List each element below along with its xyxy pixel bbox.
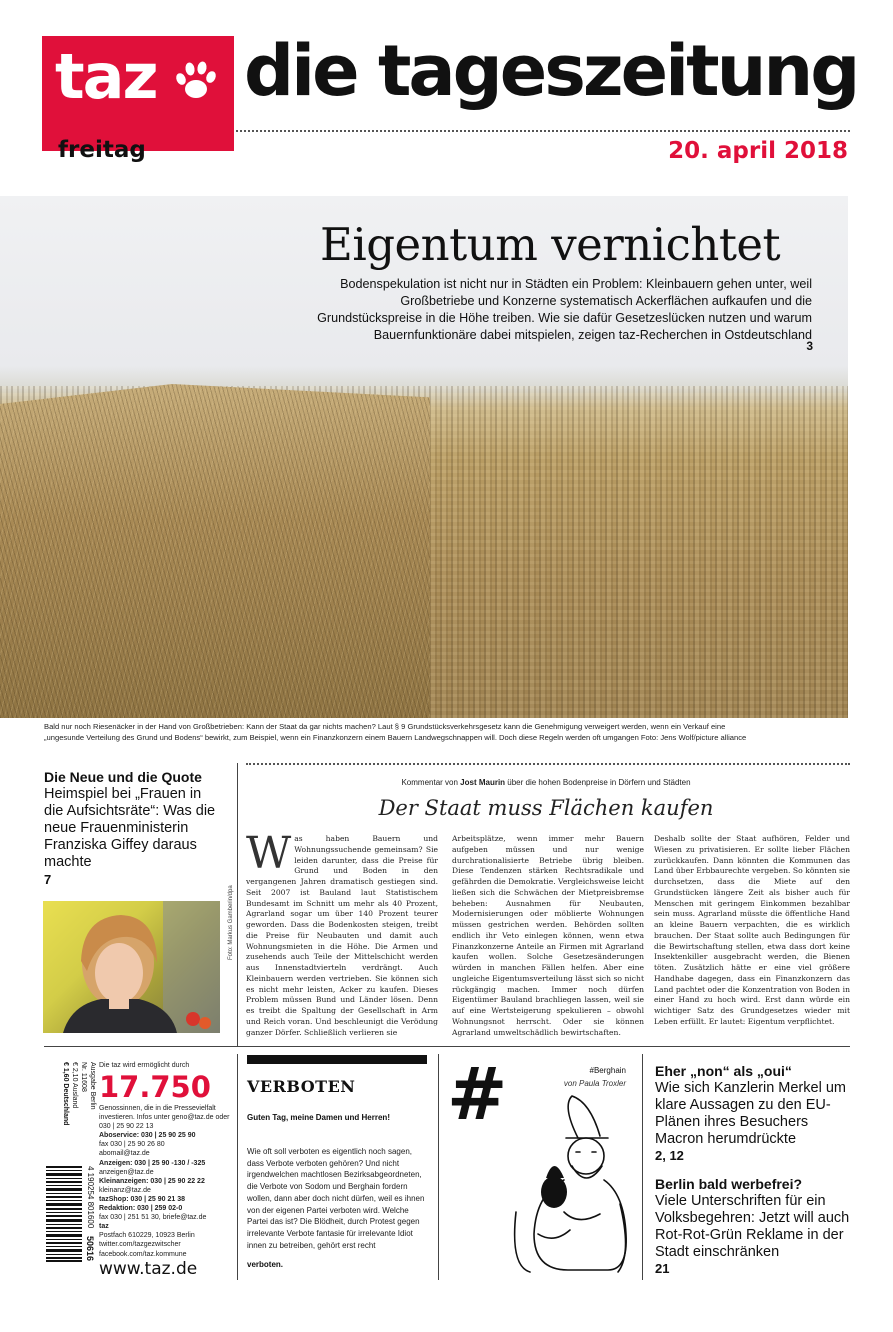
comment-byline — [246, 778, 846, 787]
byline-suffix: über die hohen Bodenpreise in Dörfern und Städten — [505, 778, 691, 787]
verboten-title: VERBOTEN — [247, 1077, 356, 1096]
masthead-divider — [236, 130, 850, 132]
verboten-body: Wie oft soll verboten es eigentlich noch sagen, dass Verbote verboten gehören? Und nicht irgendwelchen machtlosen Bezirksabgeordneten, die Verbote von Sodom und Berghain fordern wollen, dann aber doch nicht dürfen, weil es ihnen von der eigenen Partei verboten wird. Welche Partei das ist? Die Blödheit, durch Protest gegen irrelevante Verbote fantasie für irrelevante Idiot innen zu betreiben, gehört erst recht — [247, 1147, 425, 1250]
teaser-text: Heimspiel bei „Frauen in die Aufsichtsräte“: Was die neue Frauenministerin Franziska Giffey daraus machte — [44, 786, 216, 870]
lead-headline[interactable]: Eigentum vernichtet — [320, 218, 781, 271]
imprint-rule — [237, 1054, 238, 1280]
comment-title[interactable]: Der Staat muss Flächen kaufen — [378, 796, 714, 820]
teaser-kicker: Eher „non“ als „oui“ — [655, 1063, 792, 1079]
section-divider — [246, 763, 850, 765]
contact-anzeigen-mail[interactable]: anzeigen@taz.de — [99, 1168, 154, 1176]
imprint-contacts — [99, 1104, 231, 1259]
right-teasers — [655, 1063, 850, 1276]
comment-column-3: Deshalb sollte der Staat aufhören, Felder und Wiesen zu privatisieren. Er sollte lieber Flächen zurückkaufen. Dann könnten die Kommunen das Land über Erbbaurechte vergeben. So könnten sie durchsetzen, dass die Miete auf den Grundstücken längere Zeit als bisher auch für Menschen mit geringem Einkommen bezahlbar sein muss. Agrarland müsste die öffentliche Hand an kleine Bauern verpachten, die es wirklich brauchen. Der Staat sollte auch Bedingungen für die Bewirtschaftung stellen, etwa dass dort keine Insektenkiller ausgebracht werden, die Bienen töten. Zusätzlich hätte er eine viel größere Handhabe dagegen, dass ein Finanzkonzern das Land pachtet oder die Konzentration von Boden in einer Hand zu hoch wird. Erst dann würde ein wichtiger Satz des Grundgesetzes wieder mit Leben erfüllt. Er lautet: Eigentum verpflichtet. — [654, 834, 850, 1026]
verboten-bar — [247, 1055, 427, 1064]
contact-kleinanzeigen: Kleinanzeigen: 030 | 25 90 22 22 — [99, 1177, 205, 1185]
contact-redaktion-fax: fax 030 | 251 51 30, briefe@taz.de — [99, 1214, 207, 1222]
comment-author[interactable]: Jost Maurin — [460, 778, 506, 787]
cartoon-drawing — [508, 1094, 630, 1274]
taz-logo[interactable]: taz — [55, 40, 157, 113]
verboten-greeting: Guten Tag, meine Damen und Herren! — [247, 1113, 390, 1122]
photo-credit: Foto: Markus Gamberin/dpa — [228, 885, 234, 960]
column-1-text: as haben Bauern und Wohnungssuchende gemeinsam? Sie leiden darunter, dass die Preise für Grund und Boden in den vergangenen Jahren dramatisch gestiegen sind. Seit 2007 ist Bauland laut Statistischem Bundesamt im Schnitt um mehr als 40 Prozent, Agrarland sogar um über 140 Prozent teurer geworden. Dass die Bodenkosten steigen, treibt die Preise für Neubauten und damit auch Wohnungsmieten in die Höhe. Die Armen und zusehends auch Teile der Mittelschicht werden aus Innenstadtvierteln verdrängt. Auch Kleinbauern werden vertrieben. Sie können sich es nicht mehr leisten, Acker zu kaufen. Dieses Problem müssen Bund und Länder lösen. Denn es treibt die Spaltung der Gesellschaft in Arm und Reich voran. Und beschleunigt die Verödung ganzer Dörfer. Schließlich verlieren sie — [246, 834, 438, 1037]
cartoon-title: #Berghain — [589, 1066, 626, 1075]
issue-number: Nr. 11608 — [80, 1062, 87, 1092]
barcode-number: 4 190254 801600 — [86, 1166, 95, 1229]
contact-twitter[interactable]: twitter.com/tazgezwitscher — [99, 1241, 181, 1249]
barcode-icon — [46, 1166, 82, 1262]
teaser-kicker: Die Neue und die Quote — [44, 769, 202, 785]
cartoon-rule — [642, 1054, 643, 1280]
photo-caption — [44, 721, 844, 743]
member-count: 17.750 — [99, 1070, 211, 1104]
contact-kleinanz-mail[interactable]: kleinanz@taz.de — [99, 1186, 151, 1194]
teaser-macron[interactable] — [655, 1063, 850, 1163]
drop-cap: W — [246, 834, 292, 879]
teaser-text: Wie sich Kanzlerin Merkel um klare Aussagen zu den EU-Plänen ihres Besuchers Macron herumdrückte — [655, 1080, 846, 1147]
website-link[interactable]: www.taz.de — [99, 1259, 198, 1279]
contact-facebook[interactable]: facebook.com/taz.kommune — [99, 1250, 187, 1258]
price-foreign: € 2,10 Ausland — [71, 1062, 78, 1109]
verboten-rule — [438, 1054, 439, 1280]
paw-icon — [172, 58, 218, 104]
teaser-page-ref[interactable]: 21 — [655, 1261, 670, 1276]
lead-standfirst: Bodenspekulation ist nicht nur in Städten ein Problem: Kleinbauern gehen unter, weil Großbetriebe und Konzerne systematisch Ackerflächen aufkaufen und die Grundstückspreise in die Höhe treiben. Wie sie dafür Gesetzeslücken nutzen und warum Bauernfunktionäre dabei mitspielen, zeigen taz-Recherchen in Ostdeutschland — [317, 277, 812, 342]
comment-column-1 — [246, 834, 438, 1040]
cartoon-author: von Paula Troxler — [563, 1079, 626, 1088]
hashtag-icon: # — [447, 1052, 508, 1136]
masthead-title: die tageszeitung — [244, 30, 858, 112]
issue-day: freitag — [58, 137, 146, 163]
teaser-werbefrei[interactable] — [655, 1176, 850, 1276]
teaser-page-ref[interactable]: 2, 12 — [655, 1148, 684, 1163]
support-line: Die taz wird ermöglicht durch — [99, 1062, 190, 1069]
edition-label: Ausgabe Berlin — [89, 1062, 96, 1110]
caption-line-1: Bald nur noch Riesenäcker in der Hand von Großbetrieben: Kann der Staat da gar nichts machen? Laut § 9 Grundstücksverkehrsgesetz kann die Genehmigung verweigert werden, wenn ein Verkauf eine — [44, 722, 726, 731]
giffey-photo — [43, 901, 220, 1033]
wheat-texture — [0, 384, 430, 718]
left-column-rule — [237, 763, 238, 1046]
lead-page-ref[interactable]: 3 — [806, 339, 813, 353]
contact-postfach: Postfach 610229, 10923 Berlin — [99, 1232, 195, 1240]
bottom-rule — [44, 1046, 850, 1047]
contact-taz: taz — [99, 1223, 109, 1231]
issue-date: 20. april 2018 — [668, 138, 848, 164]
teaser-page-ref[interactable]: 7 — [44, 872, 52, 887]
teaser-kicker: Berlin bald werbefrei? — [655, 1176, 803, 1192]
members-info: Genossinnen, die in die Pressevielfalt investieren. Infos unter geno@taz.de oder 030 | 25 90 22 13 — [99, 1105, 230, 1131]
teaser-text: Viele Unterschriften für ein Volksbegehren: Jetzt will auch Rot-Rot-Grün Reklame in der Stadt einschränken — [655, 1193, 850, 1260]
comment-column-2: Arbeitsplätze, wenn immer mehr Bauern aufgeben müssen und nur wenige durchrationalisierte Betriebe übrig bleiben. Diese Tendenzen stärken Rechtsradikale und gefährden die Demokratie. Vergleichsweise leicht ließen sich die Schwächen der Mietpreisbremse beheben: Ausnahmen für Neubauten, Modernisierungen oder möblierte Wohnungen müssen gestrichen werden. Behörden sollten endlich ihr Veto einlegen können, wenn etwa Finanzkonzerne Anteile an Firmen mit Agrarland kaufen wollen. Solche Gesetzesänderungen würden in manchen Fällen helfen. Aber eine ungleiche Eigentumsverteilung lässt sich so nicht rückgängig machen. Immer noch dürfen Eigentümer Bauland brachliegen lassen, weil sie auf eine Wertsteigerung spekulieren – obwohl Wohnungsnot herrscht. Oder sie können Agrarland umweltschädlich bewirtschaften. — [452, 834, 644, 1037]
contact-aboservice: Aboservice: 030 | 25 90 25 90 — [99, 1132, 196, 1140]
portrait-illustration — [43, 901, 220, 1033]
teaser-giffey[interactable] — [44, 769, 224, 887]
edition-block — [61, 1062, 97, 1125]
contact-abomail[interactable]: abomail@taz.de — [99, 1150, 150, 1158]
verboten-end: verboten. — [247, 1260, 284, 1269]
contact-tazshop: tazShop: 030 | 25 90 21 38 — [99, 1195, 186, 1203]
barcode-suffix: 50616 — [85, 1236, 95, 1262]
contact-anzeigen: Anzeigen: 030 | 25 90 -130 / -325 — [99, 1159, 206, 1167]
caption-line-2: „ungesunde Verteilung des Grund und Bodens“ bewirkt, zum Beispiel, wenn ein Finanzkonzern einem Bauern Landwegschnappen will. Doch diese Regeln werden oft umgangen Foto: Jens Wolf/picture alliance — [44, 733, 747, 742]
contact-redaktion: Redaktion: 030 | 259 02-0 — [99, 1205, 183, 1213]
byline-prefix: Kommentar von — [401, 778, 461, 787]
price-germany: € 1,60 Deutschland — [62, 1062, 69, 1126]
contact-abo-fax: fax 030 | 25 90 26 80 — [99, 1141, 165, 1149]
